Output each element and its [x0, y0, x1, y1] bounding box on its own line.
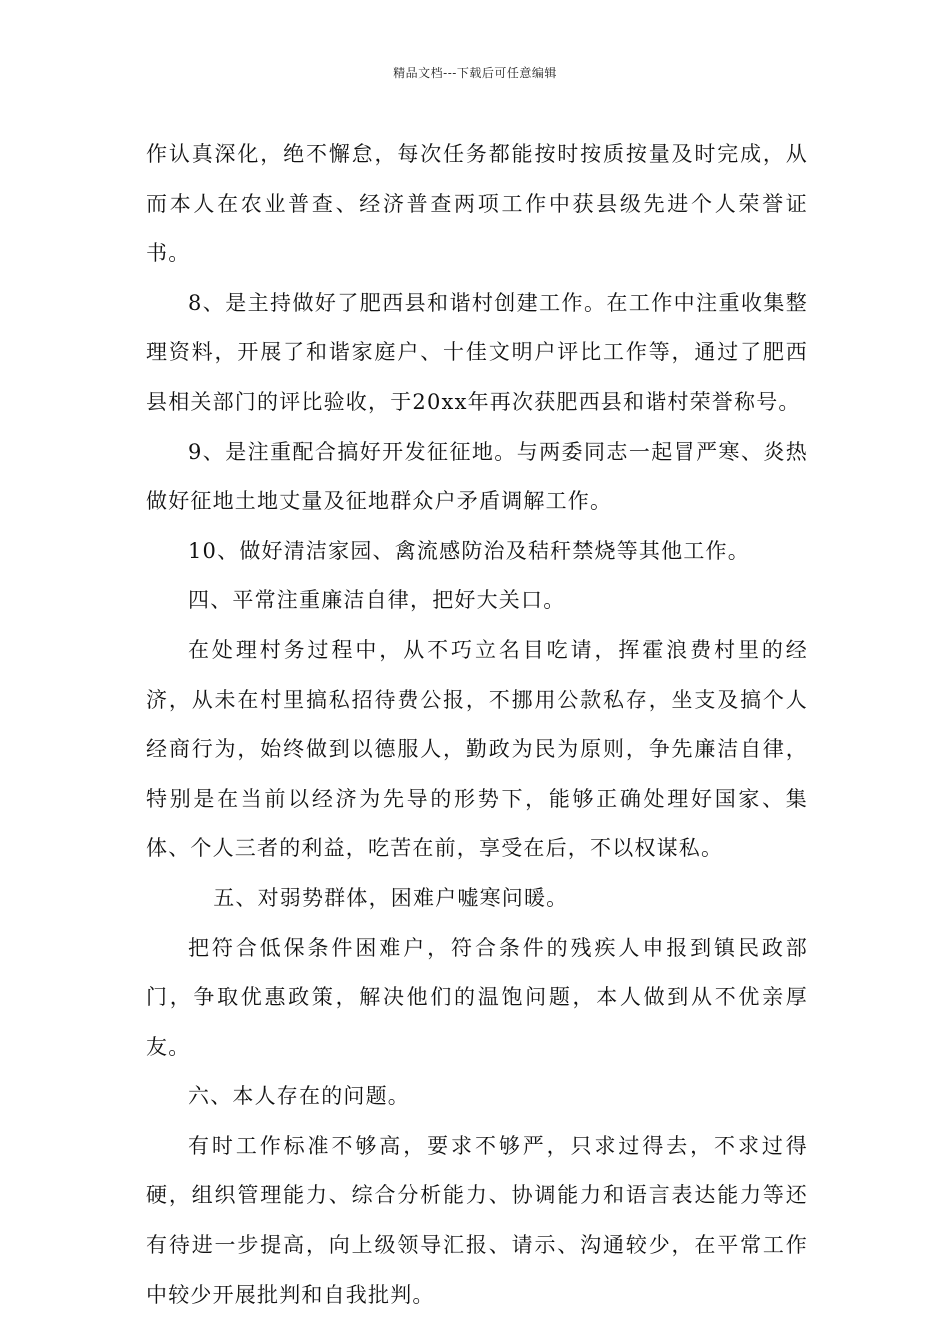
paragraph-continued: 作认真深化，绝不懈怠，每次任务都能按时按质按量及时完成，从而本人在农业普查、经济普查两项工作中获县级先进个人荣誉证书。 — [146, 142, 808, 266]
section-heading-6: 六、本人存在的问题。 — [188, 1084, 410, 1109]
page-header: 精品文档---下载后可任意编辑 — [393, 66, 557, 80]
paragraph-item-9: 9、是注重配合搞好开发征征地。与两委同志一起冒严寒、炎热做好征地土地丈量及征地群众户矛盾调解工作。 — [146, 439, 808, 514]
paragraph-section-6-body: 有时工作标准不够高，要求不够严，只求过得去，不求过得硬，组织管理能力、综合分析能力、协调能力和语言表达能力等还有待进一步提高，向上级领导汇报、请示、沟通较少，在平常工作中较少开展批判和自我批判。 — [146, 1133, 808, 1307]
section-heading-4: 四、平常注重廉洁自律，把好大关口。 — [188, 588, 566, 613]
paragraph-item-10: 10、做好清洁家园、禽流感防治及秸秆禁烧等其他工作。 — [188, 538, 750, 563]
paragraph-section-4-body: 在处理村务过程中，从不巧立名目吃请，挥霍浪费村里的经济，从未在村里搞私招待费公报，不挪用公款私存，坐支及搞个人经商行为，始终做到以德服人，勤政为民为原则，争先廉洁自律，特别是在当前以经济为先导的形势下，能够正确处理好国家、集体、个人三者的利益，吃苦在前，享受在后，不以权谋私。 — [146, 637, 808, 861]
paragraph-section-5-body: 把符合低保条件困难户，符合条件的残疾人申报到镇民政部门，争取优惠政策，解决他们的温饱问题，本人做到从不优亲厚友。 — [146, 935, 808, 1059]
paragraph-item-8: 8、是主持做好了肥西县和谐村创建工作。在工作中注重收集整理资料，开展了和谐家庭户、十佳文明户评比工作等，通过了肥西县相关部门的评比验收，于20xx年再次获肥西县和谐村荣誉称号。 — [146, 290, 808, 414]
section-heading-5: 五、对弱势群体，困难户嘘寒问暖。 — [213, 885, 569, 910]
document-body — [146, 130, 808, 1320]
